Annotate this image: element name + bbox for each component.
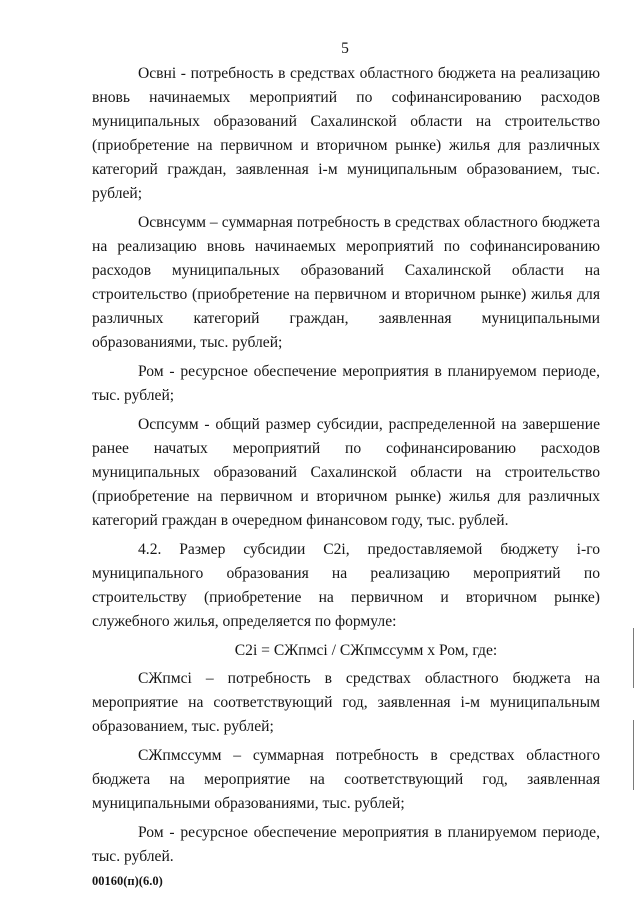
formula: С2i = СЖпмсi / СЖпмссумм х Ром, где:: [234, 642, 498, 659]
definition-szhpms-summ: СЖпмссумм – суммарная потребность в средствах областного бюджета на мероприятие на соответствующий год, заявленная муниципальными образованиями, тыс. рублей;: [92, 747, 600, 812]
paragraph-rom: Ром - ресурсное обеспечение мероприятия в планируемом периоде, тыс. рублей;: [92, 363, 600, 404]
document-code: 00160(п)(6.0): [92, 874, 163, 888]
scan-edge-mark: [633, 628, 634, 688]
document-body: [92, 62, 600, 874]
scan-edge-mark: [633, 720, 634, 790]
page-number: 5: [341, 40, 349, 57]
definition-rom: Ром - ресурсное обеспечение мероприятия в планируемом периоде, тыс. рублей.: [92, 824, 600, 865]
paragraph-section-4-2: 4.2. Размер субсидии С2i, предоставляемой бюджету i-го муниципального образования на реализацию мероприятий по строительству (приобретение на первичном и вторичном рынке) служебного жилья, определяется по формуле:: [92, 541, 600, 630]
definition-szhpms-i: СЖпмсi – потребность в средствах областного бюджета на мероприятие на соответствующий год, заявленная i-м муниципальным образованием, тыс. рублей;: [92, 670, 600, 735]
paragraph-osp-summ: Оспсумм - общий размер субсидии, распределенной на завершение ранее начатых мероприятий по софинансированию расходов муниципальных образований Сахалинской области на строительство (приобретение на первичном и вторичном рынке) жилья для различных категорий граждан в очередном финансовом году, тыс. рублей.: [92, 416, 600, 529]
paragraph-osvn-summ: Освнсумм – суммарная потребность в средствах областного бюджета на реализацию вновь начинаемых мероприятий по софинансированию расходов муниципальных образований Сахалинской области на строительство (приобретение на первичном и вторичном рынке) жилья для различных категорий граждан, заявленная муниципальными образованиями, тыс. рублей;: [92, 214, 600, 351]
paragraph-osvn-i: Освнi - потребность в средствах областного бюджета на реализацию вновь начинаемых мероприятий по софинансированию расходов муниципальных образований Сахалинской области на строительство (приобретение на первичном и вторичном рынке) жилья для различных категорий граждан, заявленная i-м муниципальным образованием, тыс. рублей;: [92, 65, 600, 202]
